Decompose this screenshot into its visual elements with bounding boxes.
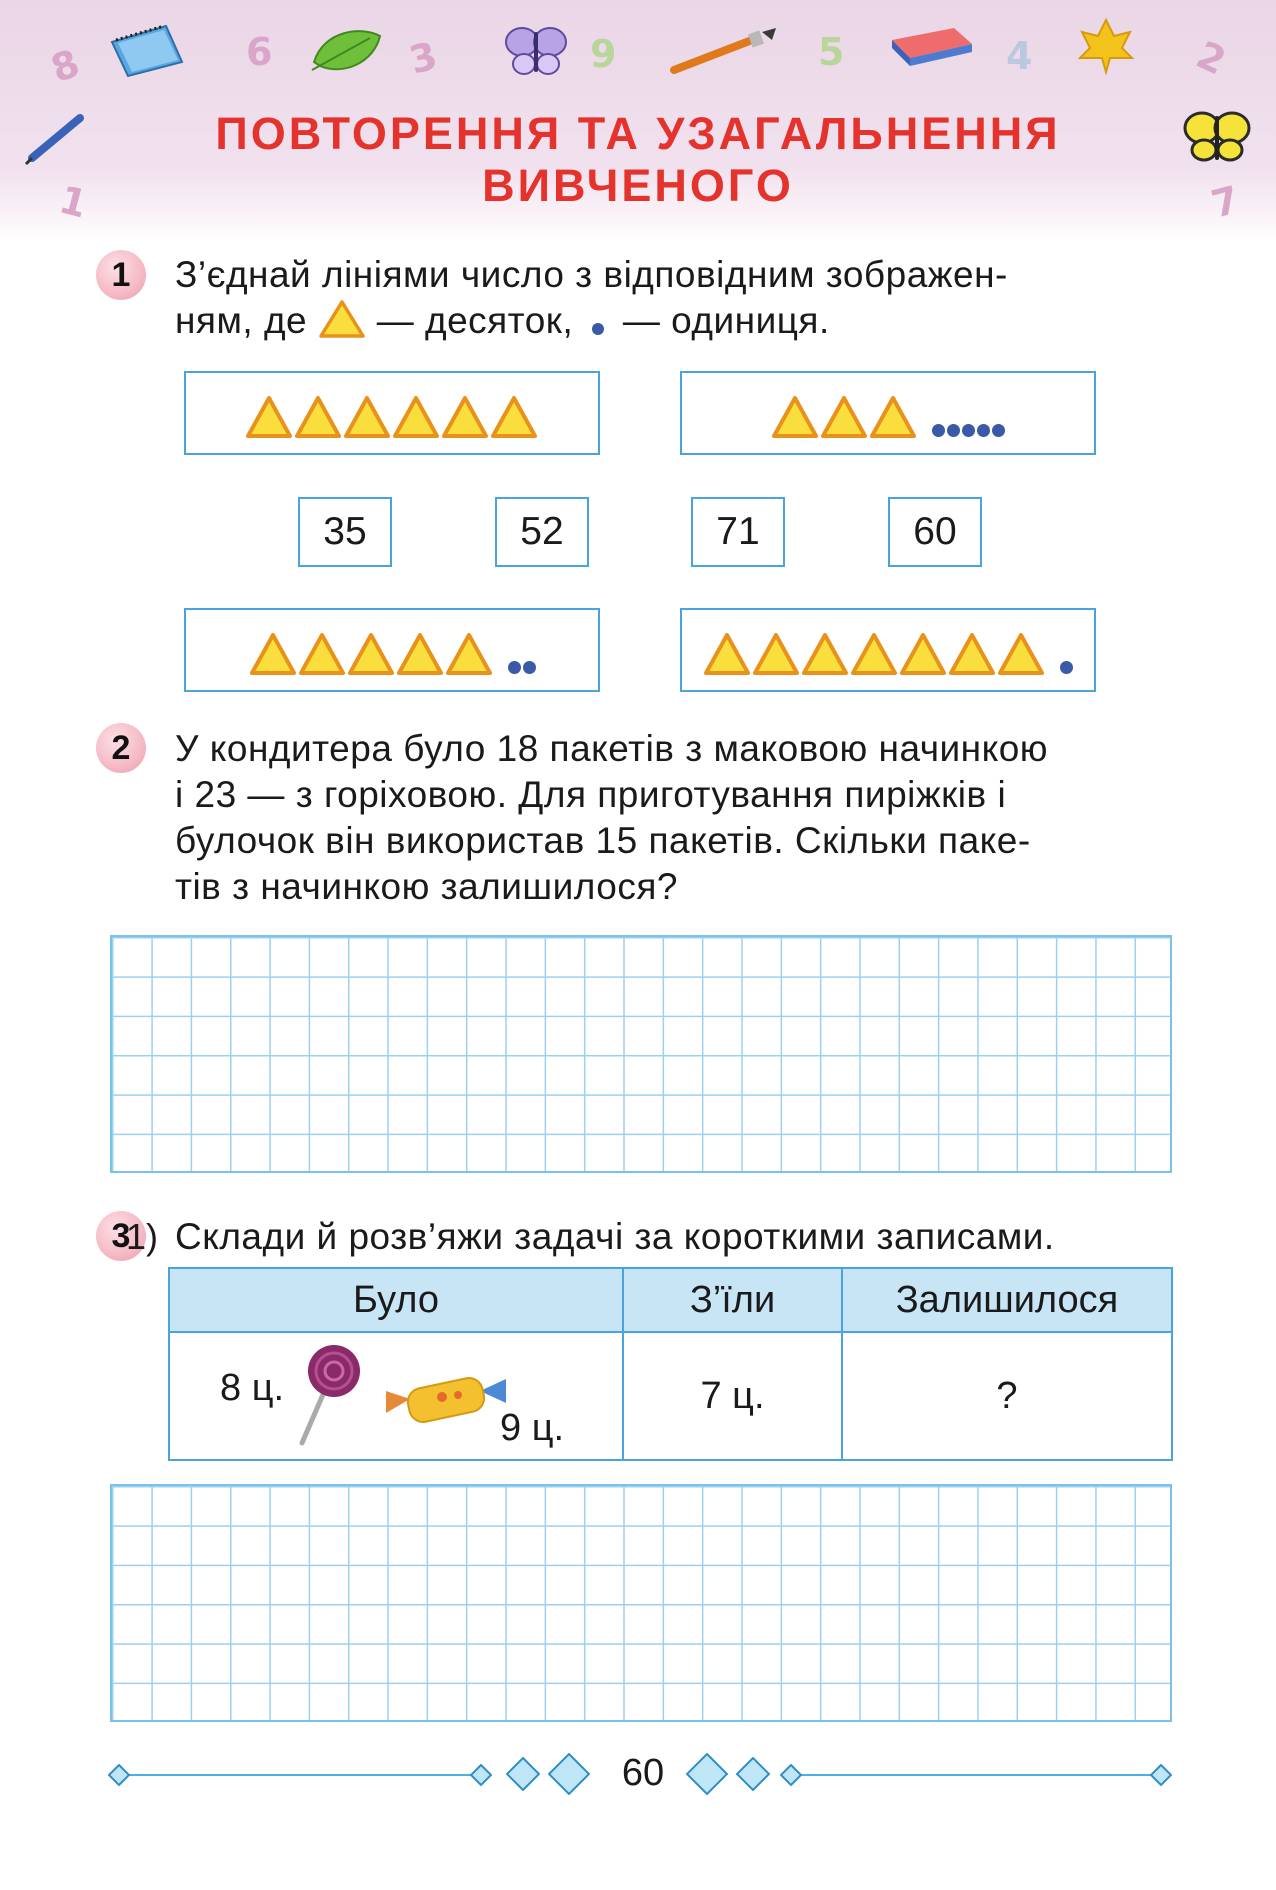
table-cell-left: ? [842,1332,1172,1460]
dot-one-icon [962,424,975,437]
dot-one-icon [932,424,945,437]
dot-one-icon [1060,661,1073,674]
triangle-ten-icon [301,635,343,673]
diamond-icon [108,1764,130,1786]
triangle-ten-icon [774,398,816,436]
task1-text-part: — десяток, [376,300,574,341]
task2-text [175,726,1173,910]
triangle-ten-icon [804,635,846,673]
picture-box[interactable] [680,371,1096,455]
task2-text-line: тів з начинкою залишилося? [175,866,678,907]
table-header: Було [169,1268,623,1332]
triangle-ten-icon [297,398,339,436]
picture-box[interactable] [680,608,1096,692]
task3-subnumber: 1) [126,1216,159,1257]
picture-box[interactable] [184,608,600,692]
task-number-badge: 2 [96,723,146,773]
table-cell-was [169,1332,623,1460]
triangle-ten-icon [1000,635,1042,673]
task2-text-line: У кондитера було 18 пакетів з маковою начинкою [175,728,1049,769]
task1-text-line2 [175,298,1173,344]
maple-leaf-icon [1076,16,1136,76]
triangle-ten-icon [252,635,294,673]
triangle-ten-icon [872,398,914,436]
task3-text: Склади й розв’яжи задачі за короткими записами. [175,1216,1055,1257]
decor-number: 9 [590,32,617,76]
triangle-ten-icon [755,635,797,673]
picture-box[interactable] [184,371,600,455]
decor-number: 3 [404,33,442,83]
dot-one-icon [947,424,960,437]
dot-one-icon [992,424,1005,437]
dot-one-icon [508,661,521,674]
diamond-icon [548,1753,590,1795]
decor-number: 8 [45,40,86,92]
number-box[interactable]: 52 [495,497,589,567]
candy-count-wrapped: 9 ц. [500,1407,565,1449]
number-box[interactable]: 60 [888,497,982,567]
decor-number: 4 [1006,34,1033,78]
ones-dots [930,424,1005,437]
lollipop-icon [296,1343,360,1447]
page-title-line1: ПОВТОРЕННЯ ТА УЗАГАЛЬНЕННЯ [215,108,1061,159]
decor-number: 2 [1189,32,1233,84]
triangle-ten-icon [318,299,366,339]
page-title-line2: ВИВЧЕНОГО [482,160,794,211]
diamond-icon [1150,1764,1172,1786]
page-header [0,0,1276,240]
paintbrush-icon [668,26,778,76]
wrapped-candy-icon [382,1369,510,1429]
diamond-icon [780,1764,802,1786]
task-number-badge: 3 [96,1211,146,1261]
task2-text-line: булочок він використав 15 пакетів. Скільки паке- [175,820,1031,861]
number-box[interactable]: 35 [298,497,392,567]
answer-grid[interactable] [110,935,1172,1173]
table-header: З’їли [623,1268,842,1332]
triangle-ten-icon [902,635,944,673]
task1-text-line1: З’єднай лініями число з відповідним зображен- [175,254,1008,295]
task1-text-part: ням, де [175,300,308,341]
number-box[interactable]: 71 [691,497,785,567]
candy-count-lollipop: 8 ц. [220,1367,285,1409]
triangle-ten-icon [395,398,437,436]
tens-triangles [771,395,918,439]
triangle-ten-icon [951,635,993,673]
triangle-ten-icon [823,398,865,436]
page-number: 60 [621,1752,665,1794]
triangle-ten-icon [706,635,748,673]
ones-dots [1058,661,1073,674]
eraser-icon [888,22,976,70]
footer-divider [796,1774,1158,1776]
ones-dots [506,661,536,674]
butterfly-yellow-icon [1182,104,1252,168]
dot-one-icon [523,661,536,674]
task1-text-part: — одиниця. [622,300,830,341]
task1-text [175,252,1173,344]
triangle-ten-icon [444,398,486,436]
table-cell-ate: 7 ц. [623,1332,842,1460]
triangle-ten-icon [350,635,392,673]
diamond-icon [736,1757,770,1791]
tens-triangles [249,632,494,676]
task2-text-line: і 23 — з горіховою. Для приготування пиріжків і [175,774,1007,815]
diamond-icon [686,1753,728,1795]
footer-divider [118,1774,478,1776]
leaf-icon [310,22,384,78]
dot-one-icon [592,323,604,335]
decor-number: 6 [246,30,273,74]
triangle-ten-icon [346,398,388,436]
short-record-table [168,1267,1173,1461]
answer-grid[interactable] [110,1484,1172,1722]
notebook-icon [108,22,186,78]
butterfly-icon [502,18,570,82]
decor-number: 1 [54,177,92,227]
dot-one-icon [977,424,990,437]
pen-icon [24,110,88,166]
triangle-ten-icon [448,635,490,673]
tens-triangles [245,395,539,439]
tens-triangles [703,632,1046,676]
table-header: Залишилося [842,1268,1172,1332]
diamond-icon [470,1764,492,1786]
decor-number: 7 [1206,177,1244,227]
decor-number: 5 [818,30,845,74]
triangle-ten-icon [399,635,441,673]
triangle-ten-icon [248,398,290,436]
task-number-badge: 1 [96,250,146,300]
triangle-ten-icon [493,398,535,436]
page-title [150,108,1126,212]
triangle-ten-icon [853,635,895,673]
diamond-icon [506,1757,540,1791]
